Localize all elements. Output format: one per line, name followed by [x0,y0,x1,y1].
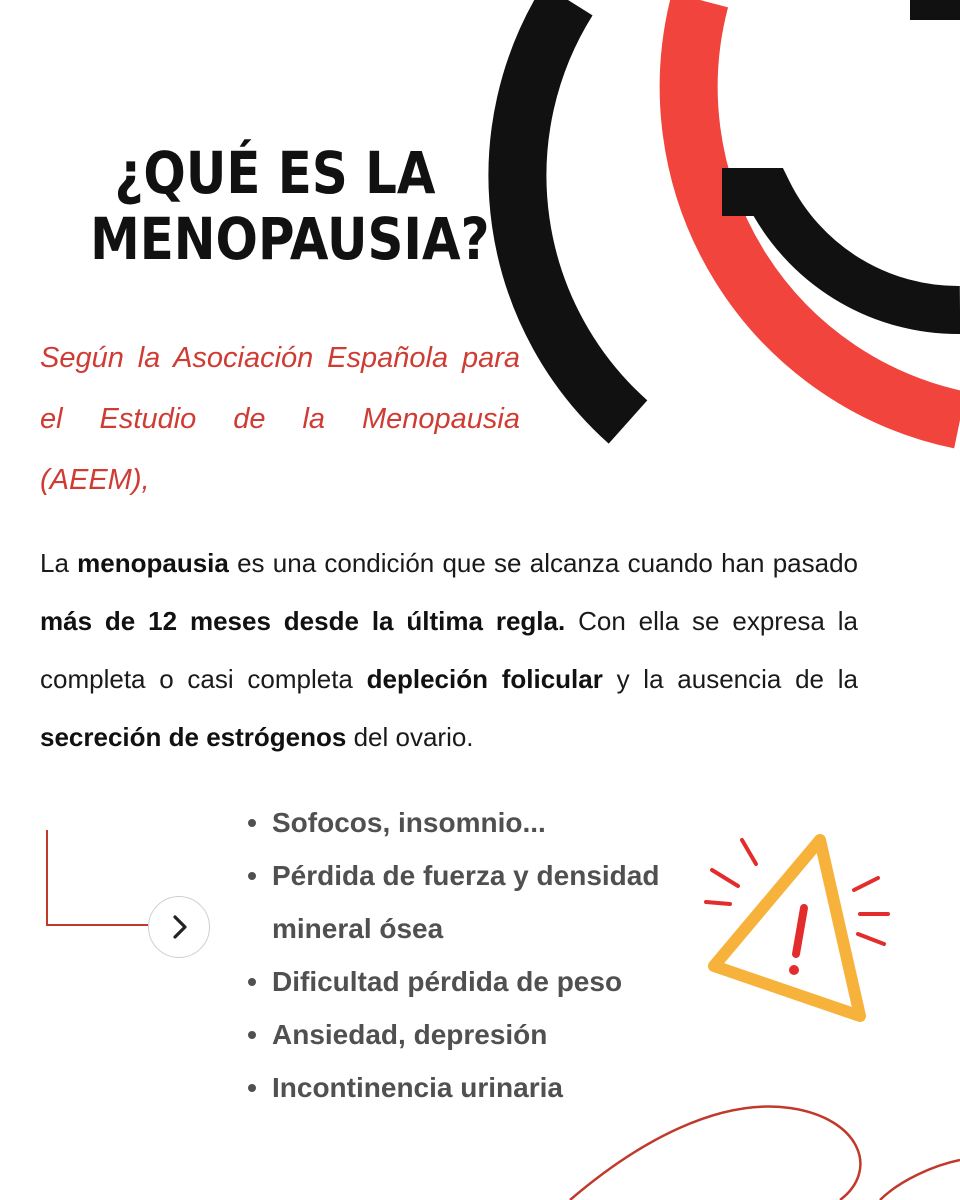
warning-icon [700,830,900,1030]
list-item: Pérdida de fuerza y densidad mineral ósea [272,849,692,955]
chevron-right-icon [149,897,211,959]
title-line-1: ¿QUÉ ES LA [114,139,436,207]
bottom-swirl-line-2 [880,1160,960,1200]
symptom-list [272,796,692,1114]
page-title [90,139,490,273]
definition-bold: secreción de estrógenos [40,722,347,752]
outer-black-arc [517,0,628,422]
list-item: Dificultad pérdida de peso [272,955,692,1008]
definition-bold: menopausia [77,548,229,578]
definition-text: La [40,548,78,578]
corner-line [47,830,148,925]
source-citation: Según la Asociación Española para el Estudio de la Menopausia (AEEM), [40,342,520,496]
next-button[interactable] [148,896,210,958]
list-item: Ansiedad, depresión [272,1008,692,1061]
definition-bold: depleción folicular [366,664,603,694]
definition-paragraph [40,534,858,766]
title-line-2: MENOPAUSIA? [90,205,490,273]
definition-text: es una condición que se alcanza cuando han pasado [228,548,859,578]
list-item: Sofocos, insomnio... [272,796,692,849]
bottom-swirl-line [570,1107,860,1200]
definition-text: y la ausencia de la [602,664,858,694]
list-item: Incontinencia urinaria [272,1061,692,1114]
definition-text: Con ella se expresa la completa o casi completa [40,606,859,694]
definition-bold: más de 12 meses desde la última regla. [40,606,566,636]
top-right-black-block [910,0,960,20]
definition-text: del ovario. [346,722,474,752]
